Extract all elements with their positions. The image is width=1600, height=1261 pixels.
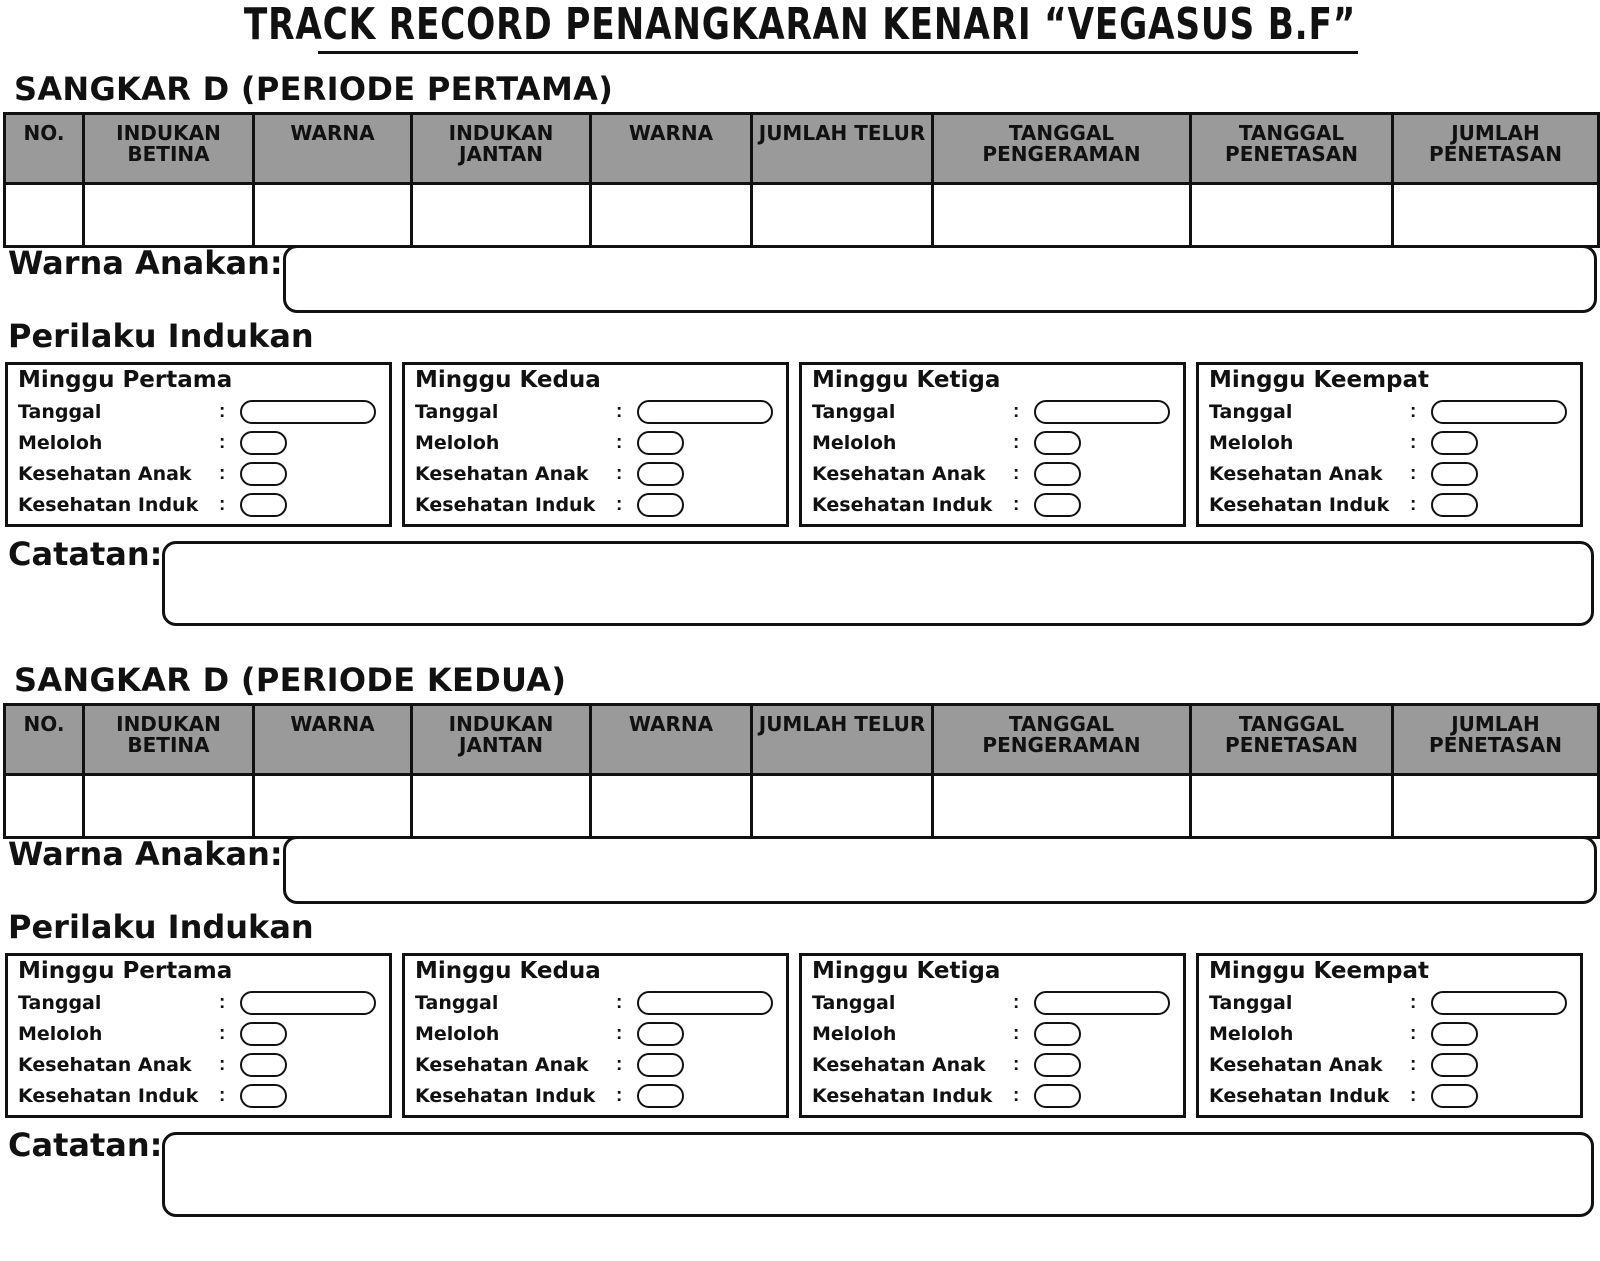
kesehatan-induk-input[interactable] [1034,1084,1081,1108]
title-underline [318,51,1358,54]
colon: : [1013,1085,1020,1106]
field-label-kesehatan-anak: Kesehatan Anak [18,463,192,485]
colon: : [616,1054,623,1075]
header-jumlah-penetasan: JUMLAH PENETASAN [1393,705,1599,775]
cell-warna-jantan[interactable] [591,775,752,838]
header-tanggal-penetasan: TANGGAL PENETASAN [1191,705,1393,775]
tanggal-input[interactable] [1034,991,1170,1015]
meloloh-input[interactable] [240,431,287,455]
colon: : [616,401,623,422]
week-title: Minggu Ketiga [812,958,1001,984]
catatan-label: Catatan: [8,535,163,573]
perilaku-indukan-heading: Perilaku Indukan [8,908,314,946]
tanggal-input[interactable] [637,991,773,1015]
colon: : [1013,1054,1020,1075]
cell-no[interactable] [5,775,84,838]
week-box-4 [1196,953,1583,1118]
header-warna-jantan: WARNA [591,705,752,775]
field-label-tanggal: Tanggal [812,401,896,423]
field-label-meloloh: Meloloh [415,1023,500,1045]
cell-warna-betina[interactable] [254,775,412,838]
cell-indukan-betina[interactable] [84,775,254,838]
colon: : [1410,432,1417,453]
record-table [3,703,1600,839]
header-tanggal-penetasan: TANGGAL PENETASAN [1191,114,1393,184]
kesehatan-anak-input[interactable] [1034,1053,1081,1077]
colon: : [616,432,623,453]
header-jumlah-telur: JUMLAH TELUR [752,705,933,775]
cell-jumlah-penetasan[interactable] [1393,775,1599,838]
week-box-1 [5,953,392,1118]
colon: : [1410,1085,1417,1106]
colon: : [1013,432,1020,453]
colon: : [616,1023,623,1044]
colon: : [1410,463,1417,484]
page-title: TRACK RECORD PENANGKARAN KENARI “VEGASUS B.F” [243,0,1357,50]
section-title: SANGKAR D (PERIODE KEDUA) [14,661,567,699]
header-warna-jantan: WARNA [591,114,752,184]
colon: : [219,1023,226,1044]
meloloh-input[interactable] [1431,1022,1478,1046]
meloloh-input[interactable] [637,1022,684,1046]
meloloh-input[interactable] [240,1022,287,1046]
warna-anakan-label: Warna Anakan: [8,835,283,873]
header-indukan-betina: INDUKAN BETINA [84,114,254,184]
colon: : [1410,1054,1417,1075]
kesehatan-induk-input[interactable] [240,493,287,517]
kesehatan-anak-input[interactable] [240,462,287,486]
header-indukan-betina: INDUKAN BETINA [84,705,254,775]
field-label-kesehatan-anak: Kesehatan Anak [415,463,589,485]
field-label-tanggal: Tanggal [18,401,102,423]
warna-anakan-label: Warna Anakan: [8,244,283,282]
kesehatan-anak-input[interactable] [240,1053,287,1077]
field-label-kesehatan-induk: Kesehatan Induk [812,1085,993,1107]
field-label-kesehatan-induk: Kesehatan Induk [415,494,596,516]
field-label-tanggal: Tanggal [415,401,499,423]
cell-warna-betina[interactable] [254,184,412,247]
colon: : [1013,992,1020,1013]
field-label-meloloh: Meloloh [1209,1023,1294,1045]
field-label-meloloh: Meloloh [18,1023,103,1045]
field-label-meloloh: Meloloh [415,432,500,454]
field-label-meloloh: Meloloh [1209,432,1294,454]
field-label-kesehatan-anak: Kesehatan Anak [812,463,986,485]
kesehatan-induk-input[interactable] [1431,493,1478,517]
field-label-tanggal: Tanggal [1209,401,1293,423]
week-box-1 [5,362,392,527]
field-label-tanggal: Tanggal [812,992,896,1014]
tanggal-input[interactable] [1034,400,1170,424]
colon: : [219,1085,226,1106]
header-tanggal-pengeraman: TANGGAL PENGERAMAN [933,114,1191,184]
field-label-kesehatan-induk: Kesehatan Induk [1209,494,1390,516]
field-label-tanggal: Tanggal [1209,992,1293,1014]
field-label-tanggal: Tanggal [18,992,102,1014]
week-title: Minggu Keempat [1209,367,1430,393]
week-box-2 [402,362,789,527]
colon: : [219,401,226,422]
week-title: Minggu Ketiga [812,367,1001,393]
cell-tanggal-penetasan[interactable] [1191,775,1393,838]
kesehatan-anak-input[interactable] [1034,462,1081,486]
header-jumlah-telur: JUMLAH TELUR [752,114,933,184]
kesehatan-anak-input[interactable] [637,1053,684,1077]
field-label-kesehatan-anak: Kesehatan Anak [1209,1054,1383,1076]
week-title: Minggu Kedua [415,958,601,984]
week-title: Minggu Kedua [415,367,601,393]
tanggal-input[interactable] [1431,991,1567,1015]
week-box-4 [1196,362,1583,527]
kesehatan-anak-input[interactable] [1431,462,1478,486]
header-jumlah-penetasan: JUMLAH PENETASAN [1393,114,1599,184]
field-label-kesehatan-anak: Kesehatan Anak [812,1054,986,1076]
header-warna-betina: WARNA [254,114,412,184]
catatan-field[interactable] [162,1132,1594,1217]
colon: : [1013,463,1020,484]
kesehatan-induk-input[interactable] [637,1084,684,1108]
table-row [5,184,1599,247]
section-periode-kedua [0,661,1600,1261]
perilaku-indukan-heading: Perilaku Indukan [8,317,314,355]
colon: : [219,1054,226,1075]
header-indukan-jantan: INDUKAN JANTAN [412,114,591,184]
kesehatan-induk-input[interactable] [240,1084,287,1108]
week-box-3 [799,953,1186,1118]
colon: : [616,494,623,515]
colon: : [1410,1023,1417,1044]
header-warna-betina: WARNA [254,705,412,775]
kesehatan-anak-input[interactable] [1431,1053,1478,1077]
cell-indukan-jantan[interactable] [412,775,591,838]
week-title: Minggu Keempat [1209,958,1430,984]
meloloh-input[interactable] [1034,1022,1081,1046]
field-label-kesehatan-anak: Kesehatan Anak [18,1054,192,1076]
warna-anakan-field[interactable] [283,245,1597,313]
colon: : [1013,401,1020,422]
tanggal-input[interactable] [637,400,773,424]
colon: : [1410,992,1417,1013]
table-header-row [5,114,1599,184]
kesehatan-anak-input[interactable] [637,462,684,486]
colon: : [219,463,226,484]
field-label-kesehatan-anak: Kesehatan Anak [1209,463,1383,485]
field-label-kesehatan-induk: Kesehatan Induk [415,1085,596,1107]
tanggal-input[interactable] [1431,400,1567,424]
colon: : [1410,494,1417,515]
week-title: Minggu Pertama [18,367,233,393]
colon: : [616,1085,623,1106]
table-header-row [5,705,1599,775]
warna-anakan-field[interactable] [283,836,1597,904]
cell-indukan-jantan[interactable] [412,184,591,247]
colon: : [1410,401,1417,422]
kesehatan-induk-input[interactable] [1034,493,1081,517]
colon: : [219,432,226,453]
cell-jumlah-telur[interactable] [752,184,933,247]
cell-no[interactable] [5,184,84,247]
catatan-field[interactable] [162,541,1594,626]
kesehatan-induk-input[interactable] [1431,1084,1478,1108]
field-label-kesehatan-induk: Kesehatan Induk [18,1085,199,1107]
cell-tanggal-pengeraman[interactable] [933,184,1191,247]
kesehatan-induk-input[interactable] [637,493,684,517]
week-box-2 [402,953,789,1118]
colon: : [219,494,226,515]
cell-jumlah-penetasan[interactable] [1393,184,1599,247]
meloloh-input[interactable] [1034,431,1081,455]
field-label-kesehatan-induk: Kesehatan Induk [18,494,199,516]
field-label-meloloh: Meloloh [812,432,897,454]
section-periode-pertama [0,70,1600,670]
catatan-label: Catatan: [8,1126,163,1164]
week-title: Minggu Pertama [18,958,233,984]
tanggal-input[interactable] [240,400,376,424]
meloloh-input[interactable] [637,431,684,455]
header-tanggal-pengeraman: TANGGAL PENGERAMAN [933,705,1191,775]
header-no: NO. [5,705,84,775]
field-label-kesehatan-induk: Kesehatan Induk [1209,1085,1390,1107]
cell-tanggal-pengeraman[interactable] [933,775,1191,838]
cell-indukan-betina[interactable] [84,184,254,247]
colon: : [219,992,226,1013]
colon: : [1013,494,1020,515]
field-label-kesehatan-anak: Kesehatan Anak [415,1054,589,1076]
field-label-meloloh: Meloloh [18,432,103,454]
table-row [5,775,1599,838]
field-label-tanggal: Tanggal [415,992,499,1014]
section-title: SANGKAR D (PERIODE PERTAMA) [14,70,614,108]
meloloh-input[interactable] [1431,431,1478,455]
cell-jumlah-telur[interactable] [752,775,933,838]
header-indukan-jantan: INDUKAN JANTAN [412,705,591,775]
header-no: NO. [5,114,84,184]
colon: : [616,463,623,484]
field-label-kesehatan-induk: Kesehatan Induk [812,494,993,516]
cell-tanggal-penetasan[interactable] [1191,184,1393,247]
record-table [3,112,1600,248]
colon: : [616,992,623,1013]
week-box-3 [799,362,1186,527]
cell-warna-jantan[interactable] [591,184,752,247]
tanggal-input[interactable] [240,991,376,1015]
field-label-meloloh: Meloloh [812,1023,897,1045]
colon: : [1013,1023,1020,1044]
